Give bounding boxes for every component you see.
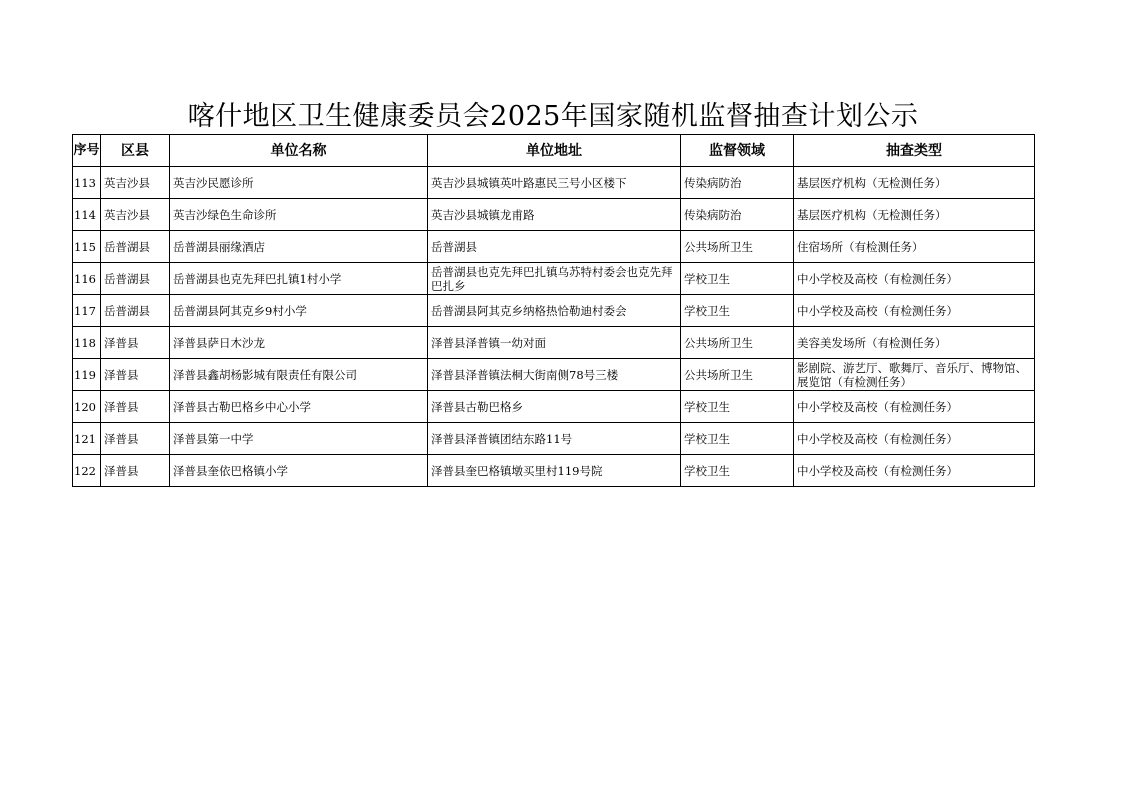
cell-type: 中小学校及高校（有检测任务）	[794, 391, 1035, 423]
table-row	[73, 455, 1035, 487]
cell-unit-address: 泽普县古勒巴格乡	[428, 391, 681, 423]
cell-unit-address: 泽普县泽普镇团结东路11号	[428, 423, 681, 455]
cell-unit-name: 岳普湖县阿其克乡9村小学	[170, 295, 428, 327]
cell-field: 学校卫生	[681, 295, 794, 327]
cell-unit-address: 岳普湖县阿其克乡纳格热恰勒迪村委会	[428, 295, 681, 327]
cell-county: 岳普湖县	[101, 295, 170, 327]
cell-seq: 120	[73, 391, 101, 423]
cell-field: 公共场所卫生	[681, 231, 794, 263]
cell-unit-address: 泽普县奎巴格镇墩买里村119号院	[428, 455, 681, 487]
cell-field: 学校卫生	[681, 423, 794, 455]
cell-seq: 122	[73, 455, 101, 487]
cell-seq: 114	[73, 199, 101, 231]
cell-unit-address: 泽普县泽普镇法桐大街南侧78号三楼	[428, 359, 681, 391]
table-row	[73, 423, 1035, 455]
cell-county: 泽普县	[101, 359, 170, 391]
cell-unit-name: 岳普湖县也克先拜巴扎镇1村小学	[170, 263, 428, 295]
table-row	[73, 359, 1035, 391]
page-title: 喀什地区卫生健康委员会2025年国家随机监督抽查计划公示	[187, 101, 919, 132]
cell-county: 英吉沙县	[101, 199, 170, 231]
cell-type: 中小学校及高校（有检测任务）	[794, 455, 1035, 487]
cell-field: 公共场所卫生	[681, 359, 794, 391]
cell-seq: 119	[73, 359, 101, 391]
cell-seq: 118	[73, 327, 101, 359]
cell-unit-name: 泽普县鑫胡杨影城有限责任有限公司	[170, 359, 428, 391]
header-type: 抽查类型	[794, 135, 1035, 167]
cell-county: 泽普县	[101, 327, 170, 359]
cell-seq: 121	[73, 423, 101, 455]
header-county: 区县	[101, 135, 170, 167]
cell-county: 岳普湖县	[101, 263, 170, 295]
cell-seq: 117	[73, 295, 101, 327]
header-unit-name: 单位名称	[170, 135, 428, 167]
cell-unit-address: 英吉沙县城镇英叶路惠民三号小区楼下	[428, 167, 681, 199]
header-seq: 序号	[73, 135, 101, 167]
cell-unit-name: 英吉沙民愿诊所	[170, 167, 428, 199]
cell-seq: 116	[73, 263, 101, 295]
table-row	[73, 231, 1035, 263]
cell-county: 泽普县	[101, 423, 170, 455]
inspection-plan-table	[72, 134, 1035, 487]
cell-type: 住宿场所（有检测任务）	[794, 231, 1035, 263]
cell-seq: 113	[73, 167, 101, 199]
cell-unit-address: 英吉沙县城镇龙甫路	[428, 199, 681, 231]
cell-type: 中小学校及高校（有检测任务）	[794, 423, 1035, 455]
header-field: 监督领域	[681, 135, 794, 167]
cell-field: 学校卫生	[681, 391, 794, 423]
table-row	[73, 295, 1035, 327]
cell-type: 中小学校及高校（有检测任务）	[794, 295, 1035, 327]
cell-county: 英吉沙县	[101, 167, 170, 199]
cell-unit-name: 岳普湖县丽缘酒店	[170, 231, 428, 263]
cell-type: 美容美发场所（有检测任务）	[794, 327, 1035, 359]
cell-unit-address: 泽普县泽普镇一幼对面	[428, 327, 681, 359]
cell-unit-name: 英吉沙绿色生命诊所	[170, 199, 428, 231]
cell-county: 泽普县	[101, 391, 170, 423]
cell-unit-name: 泽普县古勒巴格乡中心小学	[170, 391, 428, 423]
cell-type: 基层医疗机构（无检测任务）	[794, 167, 1035, 199]
cell-type: 影剧院、游艺厅、歌舞厅、音乐厅、博物馆、展览馆（有检测任务）	[794, 359, 1035, 391]
cell-field: 公共场所卫生	[681, 327, 794, 359]
cell-field: 传染病防治	[681, 199, 794, 231]
cell-field: 学校卫生	[681, 455, 794, 487]
cell-unit-address: 岳普湖县也克先拜巴扎镇乌苏特村委会也克先拜巴扎乡	[428, 263, 681, 295]
cell-unit-address: 岳普湖县	[428, 231, 681, 263]
table-row	[73, 327, 1035, 359]
cell-county: 泽普县	[101, 455, 170, 487]
table-row	[73, 391, 1035, 423]
table-header-row	[73, 135, 1035, 167]
cell-unit-name: 泽普县奎依巴格镇小学	[170, 455, 428, 487]
cell-county: 岳普湖县	[101, 231, 170, 263]
cell-seq: 115	[73, 231, 101, 263]
cell-unit-name: 泽普县萨日木沙龙	[170, 327, 428, 359]
cell-type: 中小学校及高校（有检测任务）	[794, 263, 1035, 295]
cell-type: 基层医疗机构（无检测任务）	[794, 199, 1035, 231]
table-row	[73, 199, 1035, 231]
table-row	[73, 263, 1035, 295]
cell-unit-name: 泽普县第一中学	[170, 423, 428, 455]
table-row	[73, 167, 1035, 199]
cell-field: 学校卫生	[681, 263, 794, 295]
header-unit-address: 单位地址	[428, 135, 681, 167]
cell-field: 传染病防治	[681, 167, 794, 199]
